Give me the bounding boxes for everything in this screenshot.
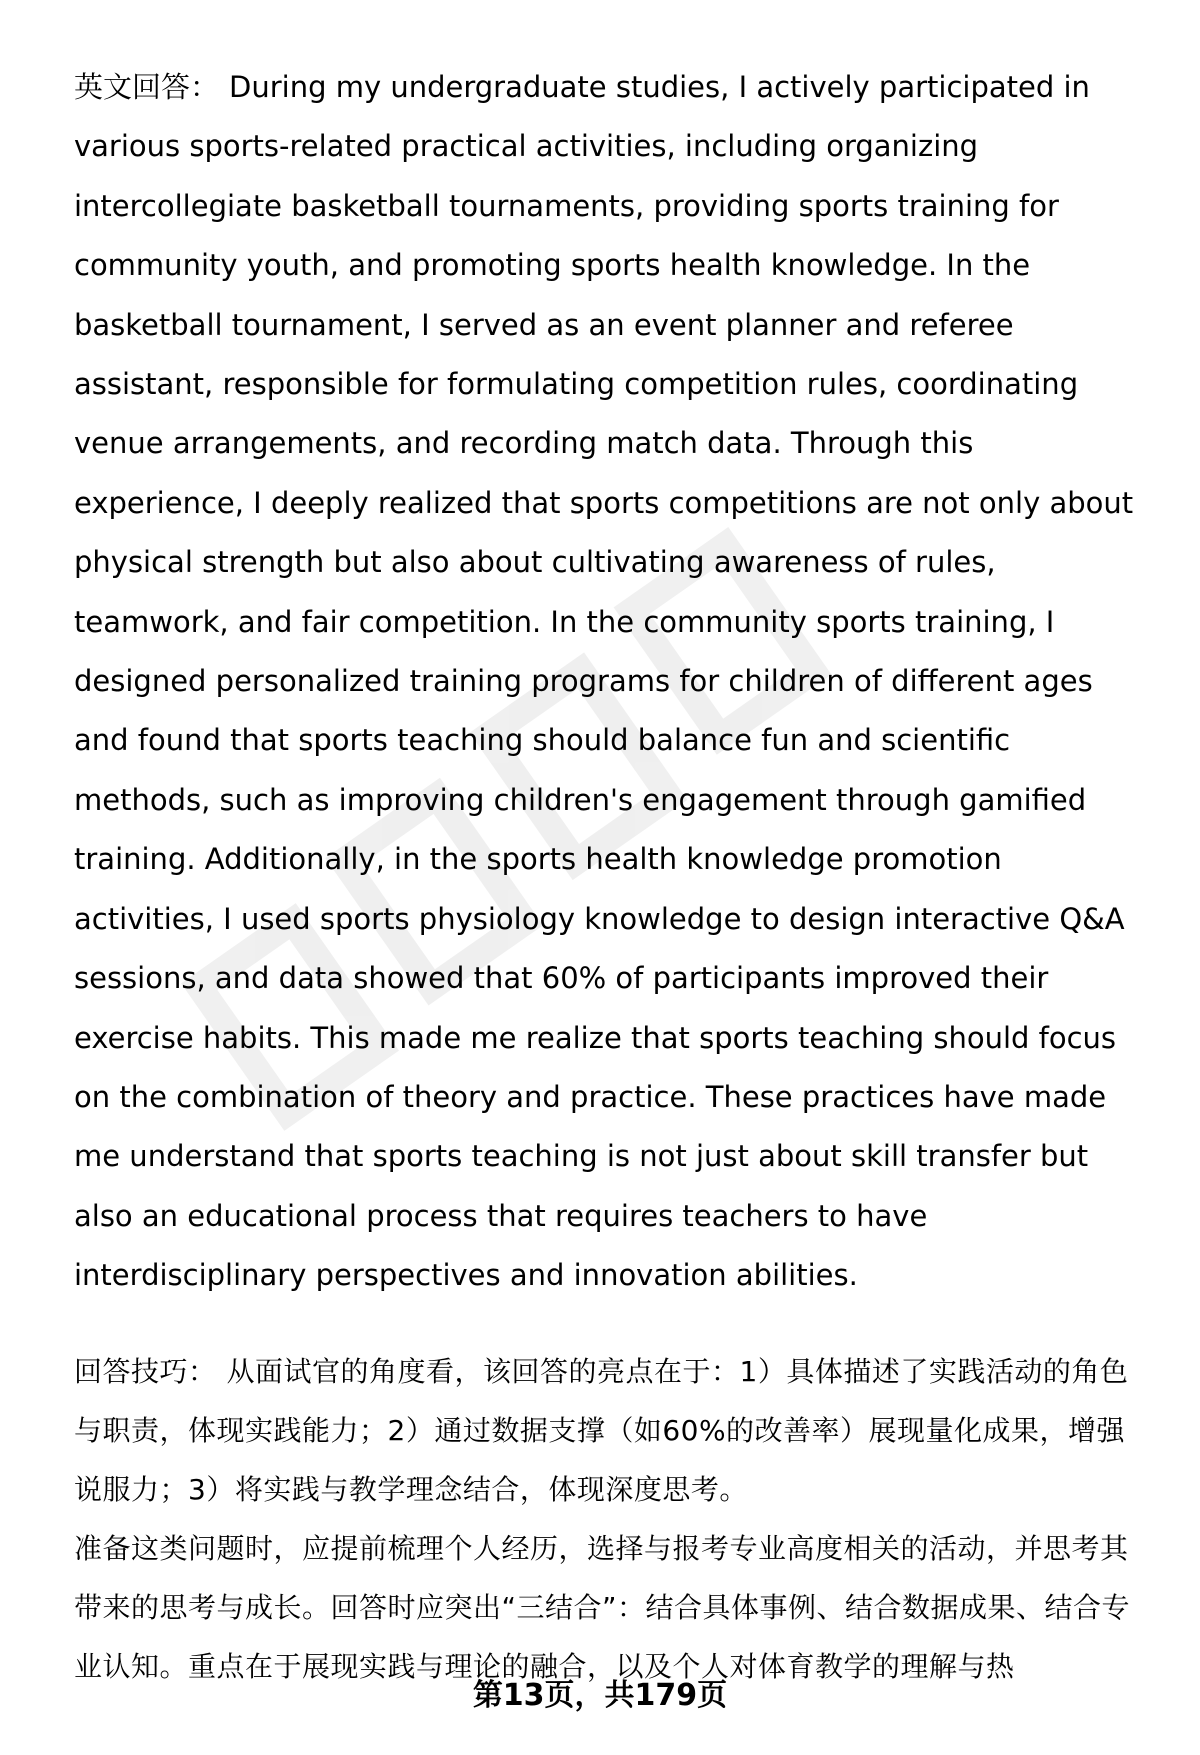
tips-paragraph-2 bbox=[74, 1519, 1149, 1696]
english-answer-text: During my undergraduate studies, I actively participated in various sports-related practical activities, including organizing intercollegiate basketball tournaments, providing sports training for community youth, and promoting sports health knowledge. In the basketball tournament, I served as an event planner and referee assistant, responsible for formulating competition rules, coordinating venue arrangements, and recording match data. Through this experience, I deeply realized that sports competitions are not only about physical strength but also about cultivating awareness of rules, teamwork, and fair competition. In the community sports training, I designed personalized training programs for children of different ages and found that sports teaching should balance fun and scientific methods, such as improving children's engagement through gamified training. Additionally, in the sports health knowledge promotion activities, I used sports physiology knowledge to design interactive Q&A sessions, and data showed that 60% of participants improved their exercise habits. This made me realize that sports teaching should focus on the combination of theory and practice. These practices have made me understand that sports teaching is not just about skill transfer but also an educational process that requires teachers to have interdisciplinary perspectives and innovation abilities. bbox=[74, 70, 1134, 1293]
tips-text: 从面试官的角度看，该回答的亮点在于：1）具体描述了实践活动的角色与职责，体现实践能力；2）通过数据支撑（如60%的改善率）展现量化成果，增强说服力；3）将实践与教学理念结合，体现深度思考。 bbox=[74, 1354, 1129, 1506]
page-number: 第13页，共179页 bbox=[472, 1678, 728, 1713]
tips-label: 回答技巧： bbox=[74, 1354, 217, 1388]
english-answer-paragraph bbox=[74, 58, 1149, 1306]
paragraph-gap bbox=[74, 1306, 1149, 1342]
english-answer-label: 英文回答： bbox=[74, 70, 220, 104]
tips-text-2: 准备这类问题时，应提前梳理个人经历，选择与报考专业高度相关的活动，并思考其带来的思考与成长。回答时应突出“三结合”：结合具体事例、结合数据成果、结合专业认知。重点在于展现实践与理论的融合，以及个人对体育教学的理解与热 bbox=[74, 1531, 1131, 1683]
tips-paragraph bbox=[74, 1342, 1149, 1519]
document-body bbox=[74, 58, 1149, 1696]
